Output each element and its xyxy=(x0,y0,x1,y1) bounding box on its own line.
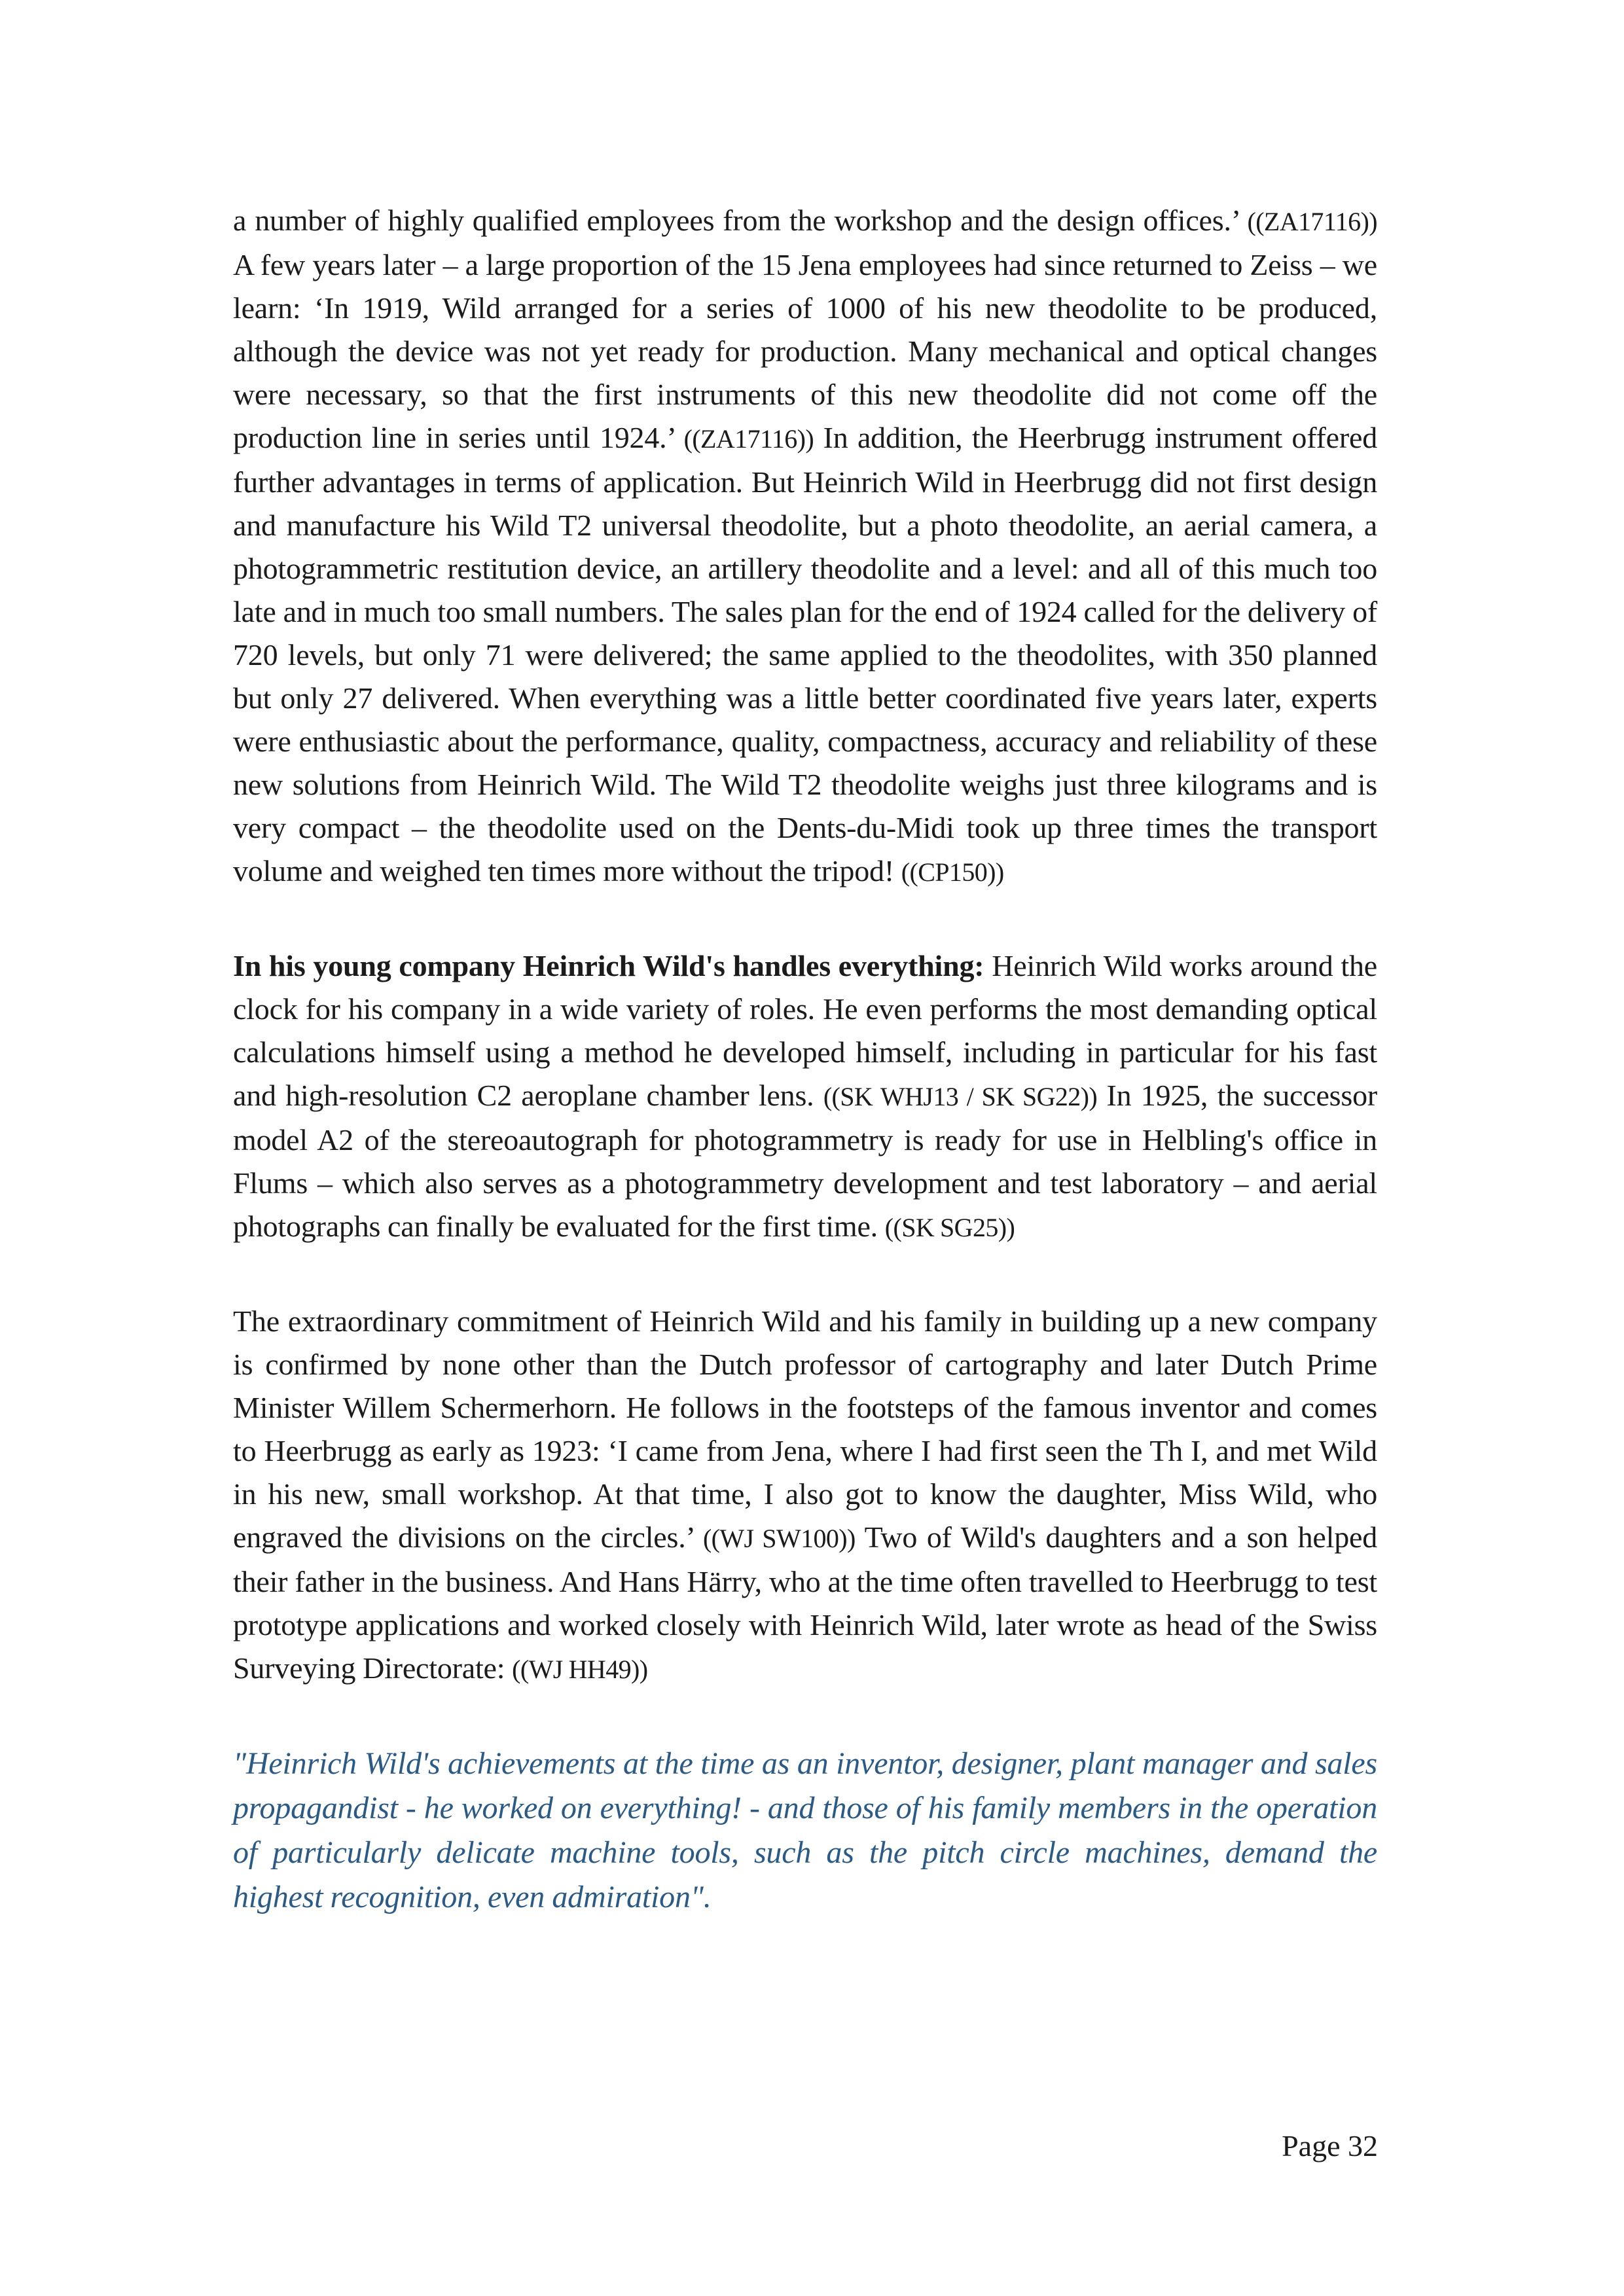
bold-lead-in: In his young company Heinrich Wild's handles everything: xyxy=(233,949,992,982)
text-segment: In 1925, the successor model A2 of the stereoautograph for photogrammetry is ready for use in Helbling's office in Flums – which also serves as a photogrammetry development and test laboratory – and aerial photographs can finally be evaluated for the first time. xyxy=(233,1079,1378,1243)
page-number: Page 32 xyxy=(1282,2129,1378,2162)
citation-marker: ((WJ HH49)) xyxy=(512,1655,648,1684)
page-body xyxy=(233,199,1377,1920)
citation-marker: ((SK SG25)) xyxy=(884,1213,1015,1242)
young-company-paragraph xyxy=(233,944,1377,1249)
citation-marker: ((ZA17116)) xyxy=(1247,207,1377,236)
schermerhorn-paragraph xyxy=(233,1300,1377,1691)
text-segment: a number of highly qualified employees from the workshop and the design offices.’ xyxy=(233,204,1248,237)
jena-employees-paragraph xyxy=(233,199,1377,894)
text-segment: In addition, the Heerbrugg instrument offered further advantages in terms of application. But Heinrich Wild in Heerbrugg did not first design and manufacture his Wild T2 universal theodolite, but a photo theodolite, an aerial camera, a photogrammetric restitution device, an artillery theodolite and a level: and all of this much too late and in much too small numbers. The sales plan for the end of 1924 called for the delivery of 720 levels, but only 71 were delivered; the same applied to the theodolites, with 350 planned but only 27 delivered. When everything was a little better coordinated five years later, experts were enthusiastic about the performance, quality, compactness, accuracy and reliability of these new solutions from Heinrich Wild. The Wild T2 theodolite weighs just three kilograms and is very compact – the theodolite used on the Dents-du-Midi took up three times the transport volume and weighed ten times more without the tripod! xyxy=(233,421,1377,888)
text-segment: A few years later – a large proportion of the 15 Jena employees had since returned to Zeiss – we learn: ‘In 1919, Wild arranged for a series of 1000 of his new theodolite to be produced, although the device was not yet ready for production. Many mechanical and optical changes were necessary, so that the first instruments of this new theodolite did not come off the production line in series until 1924.’ xyxy=(233,248,1377,454)
text-segment: Two of Wild's daughters and a son helped their father in the business. And Hans Härry, who at the time often travelled to Heerbrugg to test prototype applications and worked closely with Heinrich Wild, later wrote as head of the Swiss Surveying Directorate: xyxy=(233,1520,1378,1685)
haerry-quote xyxy=(233,1742,1377,1920)
text-segment: "Heinrich Wild's achievements at the time as an inventor, designer, plant manager and sales propagandist - he worked on everything! - and those of his family members in the operation of particularly delicate machine tools, such as the pitch circle machines, demand the highest recognition, even admiration". xyxy=(233,1746,1377,1914)
citation-marker: ((WJ SW100)) xyxy=(702,1524,856,1553)
citation-marker: ((SK WHJ13 / SK SG22)) xyxy=(823,1082,1098,1111)
text-segment: The extraordinary commitment of Heinrich Wild and his family in building up a new company is confirmed by none other than the Dutch professor of cartography and later Dutch Prime Minister Willem Schermerhorn. He follows in the footsteps of the famous inventor and comes to Heerbrugg as early as 1923: ‘I came from Jena, where I had first seen the Th I, and met Wild in his new, small workshop. At that time, I also got to know the daughter, Miss Wild, who engraved the divisions on the circles.’ xyxy=(233,1304,1377,1554)
text-segment: Heinrich Wild works around the clock for his company in a wide variety of roles. He even performs the most demanding optical calculations himself using a method he developed himself, including in particular for his fast and high-resolution C2 aeroplane chamber lens. xyxy=(233,949,1377,1112)
citation-marker: ((CP150)) xyxy=(901,857,1004,887)
citation-marker: ((ZA17116)) xyxy=(683,424,814,454)
